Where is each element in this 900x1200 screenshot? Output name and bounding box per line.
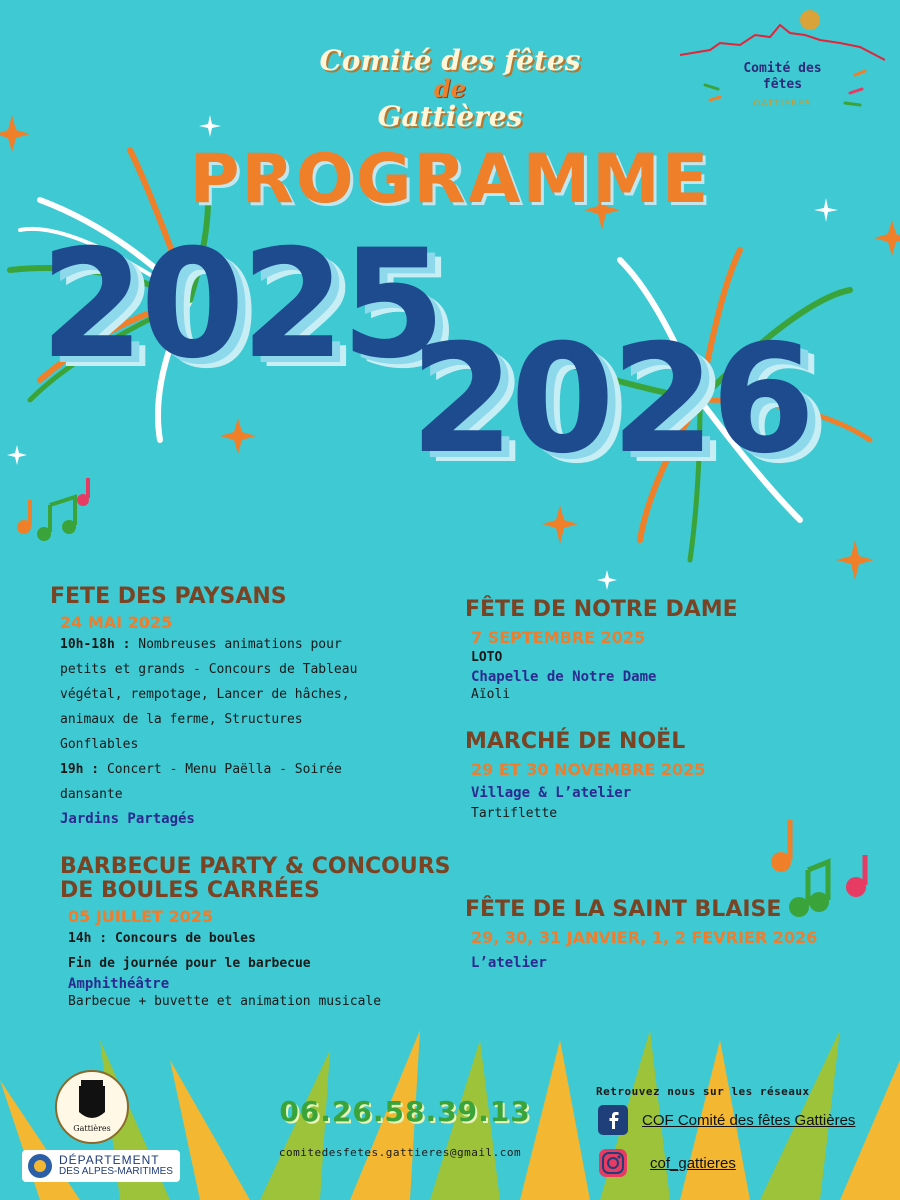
event-date: 05 JUILLET 2025 bbox=[68, 907, 214, 926]
description-line: dansante bbox=[60, 787, 123, 802]
logo-line3: GATTIERES bbox=[753, 99, 812, 109]
description-line: végétal, rempotage, Lancer de hâches, bbox=[60, 687, 350, 702]
event-title: FÊTE DE NOTRE DAME bbox=[465, 597, 738, 622]
event-title: FÊTE DE LA SAINT BLAISE bbox=[465, 897, 782, 922]
event-title: FETE DES PAYSANS bbox=[50, 584, 287, 609]
event-title-line1: BARBECUE PARTY & CONCOURS bbox=[60, 854, 451, 879]
music-notes-left-icon bbox=[17, 478, 89, 541]
org-line3: Gattières bbox=[377, 100, 523, 133]
event-place: Jardins Partagés bbox=[60, 811, 195, 827]
facebook-link[interactable] bbox=[598, 1105, 855, 1135]
instagram-icon bbox=[598, 1148, 628, 1178]
event-line1: 14h : Concours de boules bbox=[68, 931, 256, 946]
logo-line1: Comité des bbox=[743, 61, 822, 76]
event-description bbox=[60, 632, 420, 807]
event-title-line2: DE BOULES CARRÉES bbox=[60, 878, 320, 903]
department-logo bbox=[22, 1150, 180, 1182]
department-text bbox=[59, 1154, 173, 1178]
event-place: Village & L’atelier bbox=[471, 785, 632, 801]
event-place: Chapelle de Notre Dame bbox=[471, 669, 657, 685]
instagram-label[interactable]: cof_gattieres bbox=[650, 1154, 736, 1172]
event-place: Amphithéâtre bbox=[68, 976, 170, 992]
event-fete-des-paysans bbox=[50, 585, 420, 827]
event-date: 7 SEPTEMBRE 2025 bbox=[471, 628, 646, 647]
event-date: 29 ET 30 NOVEMBRE 2025 bbox=[471, 760, 706, 779]
event-note: Aïoli bbox=[471, 687, 511, 702]
organization-title bbox=[280, 45, 620, 133]
committee-logo bbox=[680, 5, 885, 120]
org-line2: de bbox=[433, 74, 467, 103]
department-line2: DES ALPES-MARITIMES bbox=[59, 1166, 173, 1177]
event-line2: Fin de journée pour le barbecue bbox=[68, 956, 311, 971]
instagram-link[interactable] bbox=[598, 1148, 736, 1178]
facebook-label[interactable]: COF Comité des fêtes Gattières bbox=[642, 1111, 856, 1129]
org-line1: Comité des fêtes bbox=[319, 44, 581, 77]
department-line1: DÉPARTEMENT bbox=[59, 1153, 160, 1167]
event-place: L’atelier bbox=[471, 955, 547, 971]
event-note: Barbecue + buvette et animation musicale bbox=[68, 994, 382, 1009]
description-line: animaux de la ferme, Structures bbox=[60, 712, 303, 727]
description-line: 19h : Concert - Menu Paëlla - Soirée bbox=[60, 762, 342, 777]
event-barbecue-party bbox=[60, 855, 460, 1012]
event-marche-de-noel bbox=[465, 730, 845, 827]
event-saint-blaise bbox=[465, 898, 865, 971]
logo-line2: fêtes bbox=[762, 77, 803, 92]
year-2025: 2025 bbox=[40, 218, 442, 392]
event-note: Tartiflette bbox=[471, 806, 558, 821]
department-emblem-icon bbox=[25, 1151, 55, 1181]
facebook-icon bbox=[598, 1105, 628, 1135]
programme-heading: PROGRAMME bbox=[189, 140, 711, 219]
gattieres-crest bbox=[55, 1070, 129, 1144]
phone-number[interactable]: 06.26.58.39.13 bbox=[279, 1095, 531, 1128]
year-2026: 2026 bbox=[410, 313, 812, 487]
description-line: 10h-18h : Nombreuses animations pour bbox=[60, 637, 342, 652]
event-fete-notre-dame bbox=[465, 598, 845, 705]
description-line: Gonflables bbox=[60, 737, 139, 752]
event-title: MARCHÉ DE NOËL bbox=[465, 729, 686, 754]
event-date: 29, 30, 31 JANVIER, 1, 2 FEVRIER 2026 bbox=[471, 928, 818, 947]
description-line: petits et grands - Concours de Tableau bbox=[60, 662, 358, 677]
email-address[interactable]: comitedesfetes.gattieres@gmail.com bbox=[278, 1146, 522, 1159]
social-label: Retrouvez nous sur les réseaux bbox=[596, 1085, 810, 1098]
event-line1: LOTO bbox=[471, 650, 503, 665]
event-date: 24 MAI 2025 bbox=[60, 613, 173, 632]
crest-label: Gattières bbox=[73, 1124, 111, 1133]
